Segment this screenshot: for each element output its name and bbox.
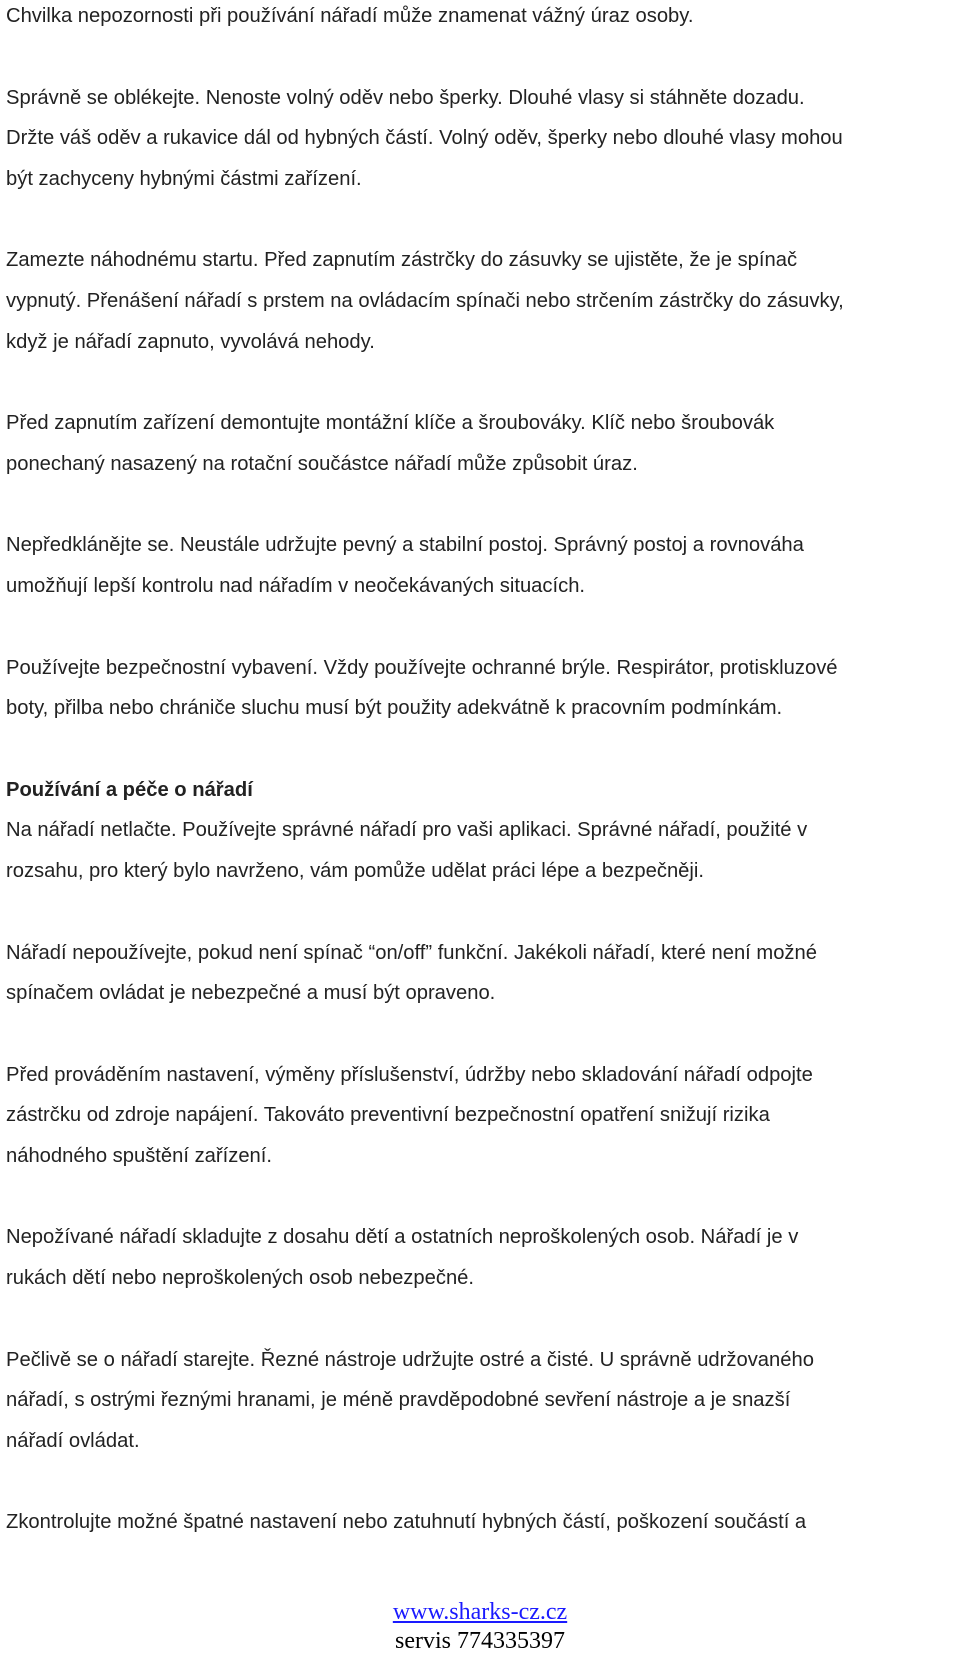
text-line: Pečlivě se o nářadí starejte. Řezné nástroje udržujte ostré a čisté. U správně udržovaného <box>6 1348 814 1371</box>
paragraph-tool-use <box>6 770 956 892</box>
text-line: umožňují lepší kontrolu nad nářadím v neočekávaných situacích. <box>6 574 586 597</box>
paragraph-storage <box>6 1217 956 1298</box>
text-line: Držte váš oděv a rukavice dál od hybných částí. Volný oděv, šperky nebo dlouhé vlasy mohou <box>6 127 843 150</box>
website-link[interactable]: www.sharks-cz.cz <box>392 1599 568 1625</box>
paragraph-attention <box>6 0 956 37</box>
text-line: Správně se oblékejte. Nenoste volný oděv nebo šperky. Dlouhé vlasy si stáhněte dozadu. <box>6 86 805 109</box>
paragraph-stance <box>6 525 956 606</box>
text-line: Před prováděním nastavení, výměny příslušenství, údržby nebo skladování nářadí odpojte <box>6 1063 813 1086</box>
text-line: Před zapnutím zařízení demontujte montážní klíče a šroubováky. Klíč nebo šroubovák <box>6 412 775 435</box>
paragraph-clothing <box>6 78 956 200</box>
paragraph-accidental-start <box>6 240 956 362</box>
text-line: být zachyceny hybnými částmi zařízení. <box>6 167 362 190</box>
text-line: spínačem ovládat je nebezpečné a musí být opraveno. <box>6 982 496 1005</box>
document-body <box>6 0 956 1584</box>
text-line: Chvilka nepozornosti při používání nářadí může znamenat vážný úraz osoby. <box>6 5 694 27</box>
page-footer <box>0 1598 960 1656</box>
paragraph-disconnect <box>6 1055 956 1177</box>
paragraph-safety-equipment <box>6 648 956 729</box>
text-line: Nepředklánějte se. Neustále udržujte pevný a stabilní postoj. Správný postoj a rovnováha <box>6 534 804 557</box>
text-line: zástrčku od zdroje napájení. Takováto preventivní bezpečnostní opatření snižují rizika <box>6 1104 770 1127</box>
text-line: vypnutý. Přenášení nářadí s prstem na ovládacím spínači nebo strčením zástrčky do zásuvky, <box>6 289 844 312</box>
paragraph-inspection <box>6 1502 956 1543</box>
text-line: Nářadí nepoužívejte, pokud není spínač “on/off” funkční. Jakékoli nářadí, které není možné <box>6 941 817 964</box>
text-line: když je nářadí zapnuto, vyvolává nehody. <box>6 330 375 353</box>
text-line: boty, přilba nebo chrániče sluchu musí být použity adekvátně k pracovním podmínkám. <box>6 697 783 720</box>
service-phone: servis 774335397 <box>395 1628 565 1654</box>
text-line: Nepožívané nářadí skladujte z dosahu dětí a ostatních neproškolených osob. Nářadí je v <box>6 1226 799 1249</box>
paragraph-switch <box>6 933 956 1014</box>
text-line: Používejte bezpečnostní vybavení. Vždy používejte ochranné brýle. Respirátor, protiskluzové <box>6 656 838 679</box>
paragraph-maintenance <box>6 1340 956 1462</box>
paragraph-keys <box>6 403 956 484</box>
text-line: Zkontrolujte možné špatné nastavení nebo zatuhnutí hybných částí, poškození součástí a <box>6 1511 807 1534</box>
text-line: nářadí, s ostrými řeznými hranami, je méně pravděpodobné sevření nástroje a je snazší <box>6 1389 791 1412</box>
text-line: rozsahu, pro který bylo navrženo, vám pomůže udělat práci lépe a bezpečněji. <box>6 859 704 882</box>
text-line: nářadí ovládat. <box>6 1429 140 1452</box>
text-line: Zamezte náhodnému startu. Před zapnutím zástrčky do zásuvky se ujistěte, že je spínač <box>6 249 798 272</box>
text-line: ponechaný nasazený na rotační součástce nářadí může způsobit úraz. <box>6 452 638 475</box>
text-line: Na nářadí netlačte. Používejte správné nářadí pro vaši aplikaci. Správné nářadí, použité v <box>6 819 808 842</box>
text-line: rukách dětí nebo neproškolených osob nebezpečné. <box>6 1267 475 1290</box>
section-heading: Používání a péče o nářadí <box>6 778 253 801</box>
text-line: náhodného spuštění zařízení. <box>6 1144 272 1167</box>
